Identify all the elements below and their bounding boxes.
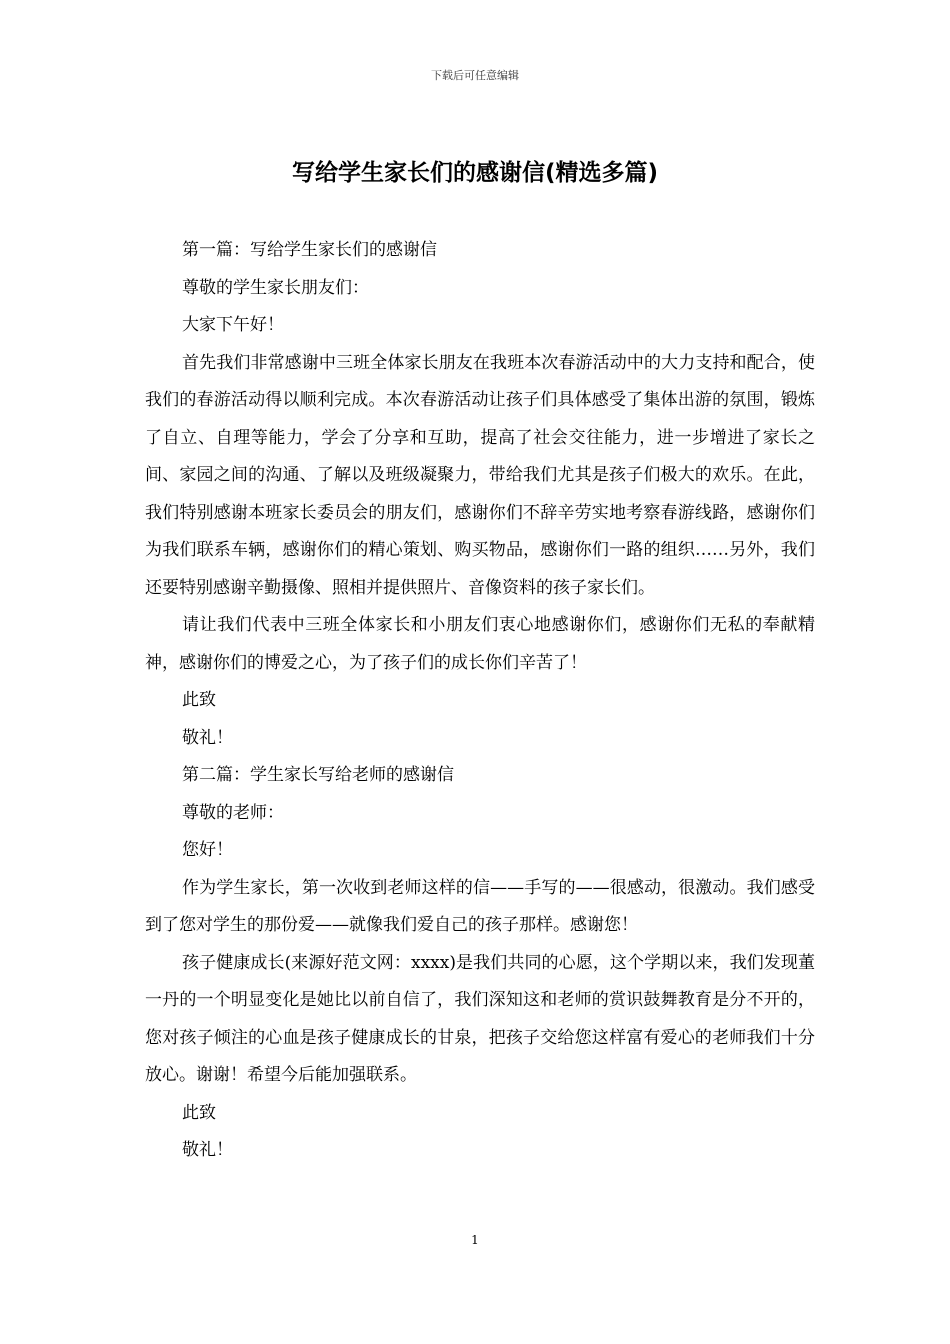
section-heading: 第一篇：写给学生家长们的感谢信 [182,240,437,260]
greeting: 您好！ [182,840,233,860]
body-paragraph: 请让我们代表中三班全体家长和小朋友们衷心地感谢你们，感谢你们无私的奉献精神，感谢你们的博爱之心，为了孩子们的成长你们辛苦了！ [145,615,815,673]
section-heading: 第二篇：学生家长写给老师的感谢信 [182,765,454,785]
closing: 此致 [182,1102,216,1123]
greeting: 大家下午好！ [182,315,284,335]
body-paragraph: 孩子健康成长(来源好范文网：xxxx)是我们共同的心愿，这个学期以来，我们发现董一丹的一个明显变化是她比以前自信了，我们深知这和老师的赏识鼓舞教育是分不开的，您对孩子倾注的心血是孩子健康成长的甘泉，把孩子交给您这样富有爱心的老师我们十分放心。谢谢！希望今后能加强联系。 [145,952,815,1085]
body-paragraph: 首先我们非常感谢中三班全体家长朋友在我班本次春游活动中的大力支持和配合，使我们的春游活动得以顺利完成。本次春游活动让孩子们具体感受了集体出游的氛围，锻炼了自立、自理等能力，学会了分享和互助，提高了社会交往能力，进一步增进了家长之间、家园之间的沟通、了解以及班级凝聚力，带给我们尤其是孩子们极大的欢乐。在此，我们特别感谢本班家长委员会的朋友们，感谢你们不辞辛劳实地考察春游线路，感谢你们为我们联系车辆，感谢你们的精心策划、购买物品，感谢你们一路的组织……另外，我们还要特别感谢辛勤摄像、照相并提供照片、音像资料的孩子家长们。 [145,352,815,598]
page-number: 1 [471,1233,479,1247]
document-body [145,232,815,1170]
body-paragraph: 作为学生家长，第一次收到老师这样的信——手写的——很感动，很激动。我们感受到了您对学生的那份爱——就像我们爱自己的孩子那样。感谢您！ [145,877,815,935]
closing: 敬礼！ [182,727,233,748]
closing: 敬礼！ [182,1140,233,1160]
page-header: 下载后可任意编辑 [431,69,519,82]
closing: 此致 [182,690,216,710]
salutation: 尊敬的学生家长朋友们： [182,277,369,298]
document-title: 写给学生家长们的感谢信(精选多篇) [291,160,659,186]
salutation: 尊敬的老师： [182,802,284,823]
